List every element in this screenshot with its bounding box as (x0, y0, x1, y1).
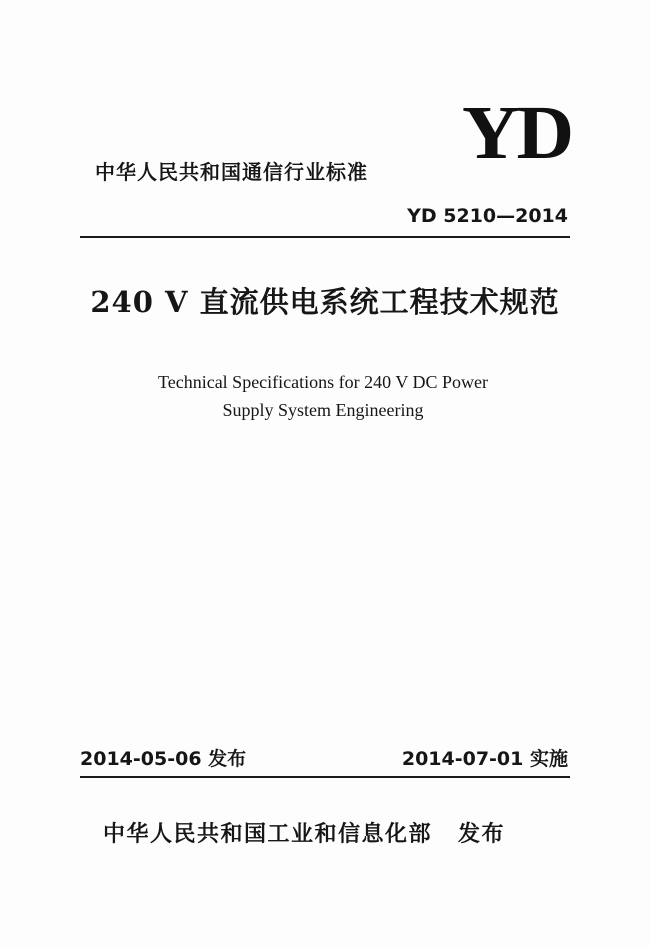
issuer-name: 中华人民共和国工业和信息化部 (103, 822, 433, 847)
implement-date: 2014-07-01 实施 (401, 748, 568, 770)
standard-type: 中华人民共和国通信行业标准 (95, 160, 368, 184)
standard-code: YD 5210—2014 (407, 205, 568, 227)
title-english-line2: Supply System Engineering (222, 400, 424, 420)
bottom-divider (80, 776, 570, 778)
title-chinese: 240 V 直流供电系统工程技术规范 (90, 285, 560, 319)
yd-logo: YD (462, 91, 571, 175)
top-divider (80, 236, 570, 238)
publish-date: 2014-05-06 发布 (80, 748, 247, 770)
issuer-line (103, 817, 505, 848)
title-english-line1: Technical Specifications for 240 V DC Power (157, 372, 488, 392)
issuer-action: 发布 (458, 822, 506, 847)
